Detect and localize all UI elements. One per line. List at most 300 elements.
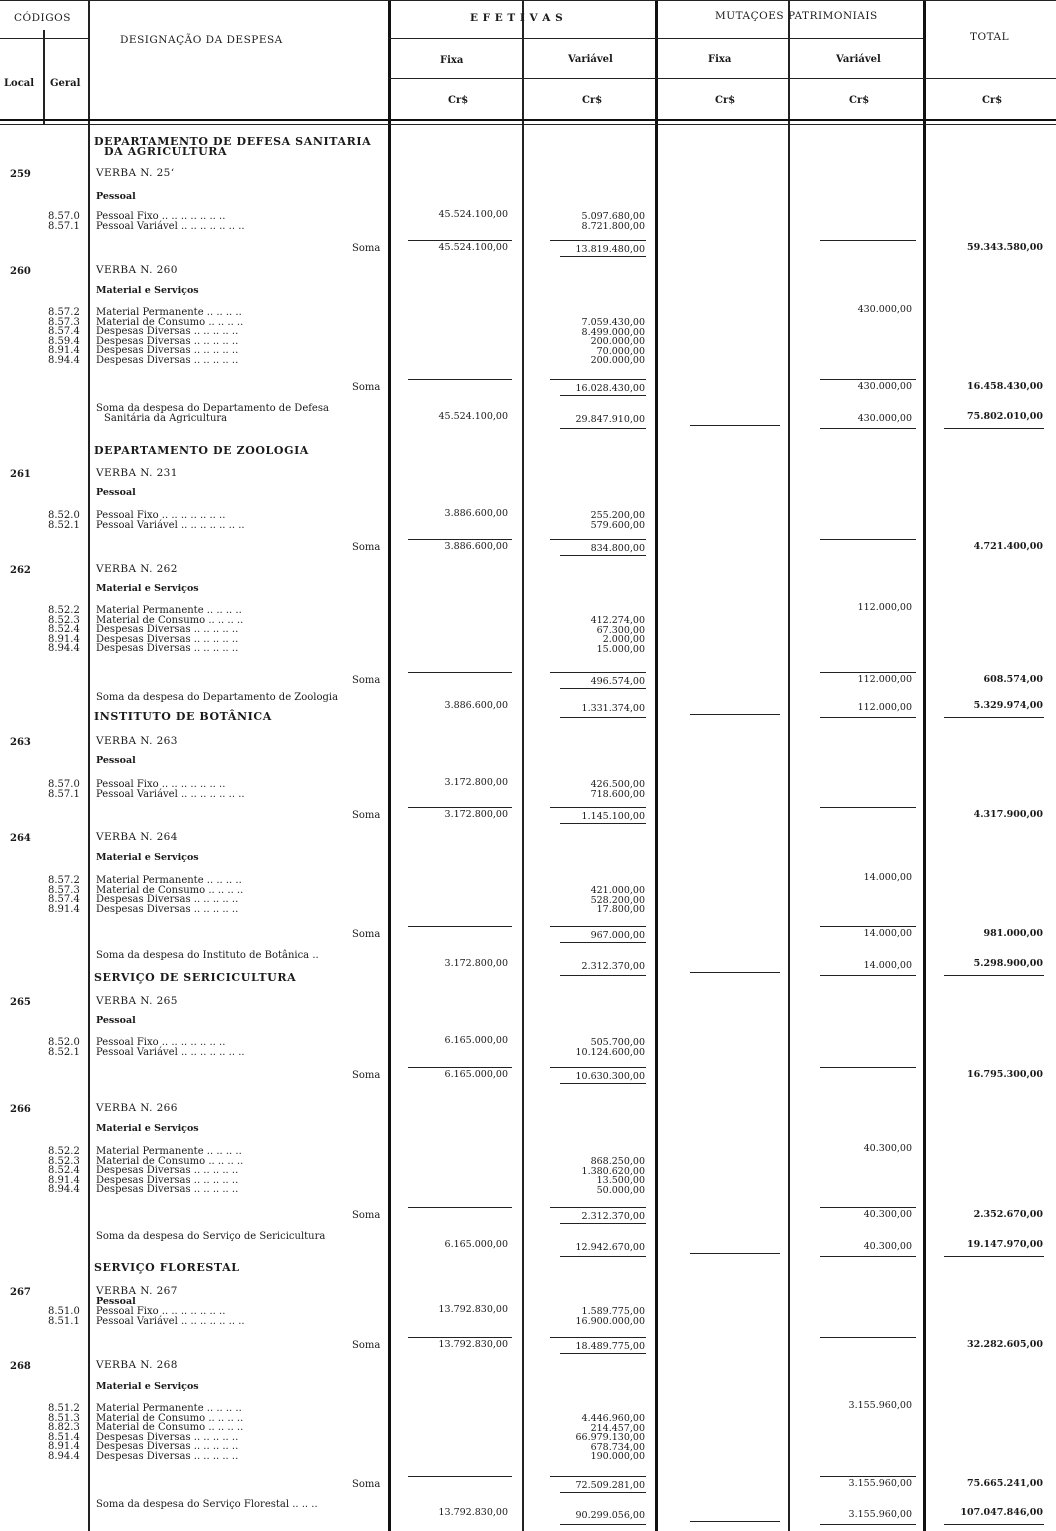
fixa-value: 3.172.800,00 bbox=[444, 777, 508, 788]
expense-item: Despesas Diversas .. .. .. .. .. bbox=[96, 1184, 239, 1196]
local-code: 262 bbox=[10, 565, 31, 576]
geral-code: 8.59.4 bbox=[48, 335, 80, 347]
department-total-variavel: 90.299.056,00 bbox=[575, 1510, 645, 1521]
variavel-value: 2.000,00 bbox=[602, 634, 645, 646]
variavel-value: 426.500,00 bbox=[590, 779, 645, 790]
expense-item: Material Permanente .. .. .. .. bbox=[96, 1146, 242, 1157]
currency-label: Cr$ bbox=[448, 95, 469, 106]
soma-rule bbox=[820, 926, 916, 927]
department-title: SERVIÇO DE SERICICULTURA bbox=[94, 971, 297, 984]
column-divider bbox=[923, 0, 926, 1531]
variavel-value: 50.000,00 bbox=[596, 1184, 645, 1196]
expense-item: Despesas Diversas .. .. .. .. .. bbox=[96, 1441, 239, 1453]
expense-item: Pessoal Variável .. .. .. .. .. .. .. bbox=[96, 220, 245, 232]
expense-item: Material de Consumo .. .. .. .. bbox=[96, 1412, 244, 1424]
variavel-value: 200.000,00 bbox=[590, 336, 645, 348]
column-divider bbox=[88, 0, 90, 1531]
soma-label: Soma bbox=[352, 1479, 381, 1490]
soma-rule bbox=[550, 926, 646, 927]
verba-label: VERBA N. 266 bbox=[96, 1102, 178, 1114]
department-total: 19.147.970,00 bbox=[966, 1239, 1043, 1250]
variavel-value: 412.274,00 bbox=[590, 615, 645, 626]
expense-item: Despesas Diversas .. .. .. .. .. bbox=[96, 643, 239, 655]
soma-rule bbox=[820, 539, 916, 540]
expense-item: Pessoal Fixo .. .. .. .. .. .. .. bbox=[96, 510, 226, 521]
soma-rule bbox=[550, 379, 646, 380]
expense-item: Pessoal Variável .. .. .. .. .. .. .. bbox=[96, 788, 245, 800]
soma-variavel: 72.509.281,00 bbox=[575, 1480, 645, 1491]
department-total-variavel: 2.312.370,00 bbox=[581, 961, 645, 972]
department-total-variavel: 29.847.910,00 bbox=[575, 414, 645, 425]
total-rule bbox=[690, 1521, 780, 1522]
soma-rule bbox=[408, 379, 512, 380]
total-rule bbox=[690, 714, 780, 715]
soma-rule bbox=[550, 240, 646, 241]
header-top-rule bbox=[0, 0, 1056, 1]
mut-variavel-value: 430.000,00 bbox=[857, 304, 912, 315]
soma-fixa: 45.524.100,00 bbox=[438, 242, 508, 253]
soma-rule bbox=[560, 1223, 646, 1224]
total-rule bbox=[560, 1256, 646, 1257]
soma-rule bbox=[560, 555, 646, 556]
geral-code: 8.52.4 bbox=[48, 1165, 80, 1177]
total-rule bbox=[690, 972, 780, 973]
currency-label: Cr$ bbox=[849, 95, 870, 106]
header-bottom-rule bbox=[0, 124, 1056, 125]
expense-item: Despesas Diversas .. .. .. .. .. bbox=[96, 335, 239, 347]
geral-code: 8.52.1 bbox=[48, 519, 80, 531]
soma-rule bbox=[408, 1067, 512, 1068]
soma-label: Soma bbox=[352, 542, 381, 553]
geral-code: 8.52.1 bbox=[48, 1046, 80, 1058]
department-total-fixa: 6.165.000,00 bbox=[444, 1239, 508, 1250]
soma-total: 75.665.241,00 bbox=[966, 1478, 1043, 1489]
total-rule bbox=[560, 975, 646, 976]
column-divider bbox=[655, 0, 658, 1531]
soma-rule bbox=[408, 807, 512, 808]
soma-fixa: 6.165.000,00 bbox=[444, 1069, 508, 1080]
soma-rule bbox=[560, 823, 646, 824]
soma-rule bbox=[820, 1067, 916, 1068]
soma-rule bbox=[408, 1476, 512, 1477]
verba-subtitle: Pessoal bbox=[96, 487, 136, 498]
local-code: 260 bbox=[10, 266, 31, 277]
verba-subtitle: Pessoal bbox=[96, 191, 136, 202]
local-code: 265 bbox=[10, 997, 31, 1008]
verba-subtitle: Material e Serviços bbox=[96, 285, 199, 296]
soma-rule bbox=[408, 539, 512, 540]
soma-rule bbox=[820, 1337, 916, 1338]
variavel-value: 16.900.000,00 bbox=[575, 1315, 645, 1327]
verba-label: VERBA N. 268 bbox=[96, 1359, 178, 1371]
geral-code: 8.51.0 bbox=[48, 1306, 80, 1317]
department-title: DA AGRICULTURA bbox=[104, 145, 228, 158]
geral-code: 8.51.2 bbox=[48, 1403, 80, 1414]
soma-rule bbox=[560, 395, 646, 396]
expense-item: Pessoal Fixo .. .. .. .. .. .. .. bbox=[96, 779, 226, 790]
local-code: 263 bbox=[10, 737, 31, 748]
geral-code: 8.52.3 bbox=[48, 1155, 80, 1167]
soma-variavel: 18.489.775,00 bbox=[575, 1341, 645, 1352]
soma-rule bbox=[560, 688, 646, 689]
expense-item: Despesas Diversas .. .. .. .. .. bbox=[96, 1165, 239, 1177]
soma-rule bbox=[560, 1353, 646, 1354]
geral-code: 8.57.2 bbox=[48, 307, 80, 318]
geral-code: 8.51.3 bbox=[48, 1412, 80, 1424]
total-rule bbox=[944, 975, 1044, 976]
expense-item: Material de Consumo .. .. .. .. bbox=[96, 316, 244, 328]
geral-code: 8.94.4 bbox=[48, 1184, 80, 1196]
variavel-value: 190.000,00 bbox=[590, 1451, 645, 1463]
department-total-mut: 430.000,00 bbox=[857, 413, 912, 424]
geral-code: 8.91.4 bbox=[48, 1174, 80, 1186]
variavel-value: 7.059.430,00 bbox=[581, 317, 645, 328]
department-total: 75.802.010,00 bbox=[966, 411, 1043, 422]
codigos-header: CÓDIGOS bbox=[14, 12, 71, 24]
soma-rule bbox=[550, 1337, 646, 1338]
local-code: 259 bbox=[10, 169, 31, 180]
verba-label: VERBA N. 25‘ bbox=[96, 167, 175, 179]
variavel-value: 67.300,00 bbox=[596, 624, 645, 636]
department-total-label: Soma da despesa do Departamento de Defesa bbox=[96, 403, 329, 414]
soma-total: 16.795.300,00 bbox=[966, 1069, 1043, 1080]
soma-fixa: 3.172.800,00 bbox=[444, 809, 508, 820]
mut-variavel-value: 3.155.960,00 bbox=[848, 1400, 912, 1411]
expense-item: Material Permanente .. .. .. .. bbox=[96, 307, 242, 318]
verba-subtitle: Pessoal bbox=[96, 1015, 136, 1026]
variavel-value: 70.000,00 bbox=[596, 345, 645, 357]
geral-code: 8.82.3 bbox=[48, 1422, 80, 1434]
soma-mut-variavel: 3.155.960,00 bbox=[848, 1478, 912, 1489]
local-code: 268 bbox=[10, 1361, 31, 1372]
variavel-value: 421.000,00 bbox=[590, 885, 645, 896]
total-rule bbox=[560, 717, 646, 718]
geral-code: 8.57.0 bbox=[48, 779, 80, 790]
soma-variavel: 967.000,00 bbox=[590, 930, 645, 941]
department-total: 5.329.974,00 bbox=[973, 700, 1043, 711]
soma-total: 608.574,00 bbox=[983, 674, 1043, 685]
soma-label: Soma bbox=[352, 382, 381, 393]
soma-fixa: 3.886.600,00 bbox=[444, 541, 508, 552]
geral-code: 8.52.3 bbox=[48, 614, 80, 626]
department-total-fixa: 45.524.100,00 bbox=[438, 411, 508, 422]
geral-code: 8.57.2 bbox=[48, 875, 80, 886]
soma-total: 4.317.900,00 bbox=[973, 809, 1043, 820]
soma-rule bbox=[820, 1476, 916, 1477]
soma-variavel: 1.145.100,00 bbox=[581, 811, 645, 822]
verba-label: VERBA N. 260 bbox=[96, 264, 178, 276]
geral-code: 8.51.1 bbox=[48, 1315, 80, 1327]
soma-total: 981.000,00 bbox=[983, 928, 1043, 939]
verba-subtitle: Material e Serviços bbox=[96, 852, 199, 863]
soma-label: Soma bbox=[352, 929, 381, 940]
soma-rule bbox=[550, 1207, 646, 1208]
department-total-label: Soma da despesa do Departamento de Zoologia bbox=[96, 692, 339, 703]
efetivas-header: E F E T I V A S bbox=[470, 12, 564, 24]
soma-rule bbox=[550, 1067, 646, 1068]
variavel-value: 678.734,00 bbox=[590, 1441, 645, 1453]
expense-item: Despesas Diversas .. .. .. .. .. bbox=[96, 1174, 239, 1186]
geral-code: 8.91.4 bbox=[48, 903, 80, 915]
expense-item: Despesas Diversas .. .. .. .. .. bbox=[96, 894, 239, 906]
geral-code: 8.57.0 bbox=[48, 211, 80, 222]
mut-variavel-value: 112.000,00 bbox=[857, 602, 912, 613]
verba-subtitle: Pessoal bbox=[96, 755, 136, 766]
expense-item: Despesas Diversas .. .. .. .. .. bbox=[96, 633, 239, 645]
geral-code: 8.91.4 bbox=[48, 633, 80, 645]
soma-rule bbox=[560, 942, 646, 943]
geral-code: 8.94.4 bbox=[48, 355, 80, 366]
soma-rule bbox=[408, 1337, 512, 1338]
local-code: 261 bbox=[10, 469, 31, 480]
total-rule bbox=[690, 425, 780, 426]
soma-label: Soma bbox=[352, 243, 381, 254]
total-rule bbox=[944, 717, 1044, 718]
geral-code: 8.57.3 bbox=[48, 884, 80, 896]
soma-rule bbox=[560, 1083, 646, 1084]
geral-code: 8.57.1 bbox=[48, 220, 80, 232]
mut-variavel-value: 40.300,00 bbox=[863, 1143, 912, 1154]
soma-label: Soma bbox=[352, 1070, 381, 1081]
department-total: 5.298.900,00 bbox=[973, 958, 1043, 969]
department-total-variavel: 12.942.670,00 bbox=[575, 1242, 645, 1253]
geral-code: 8.52.0 bbox=[48, 510, 80, 521]
mutacoes-header: MUTAÇOES PATRIMONIAIS bbox=[715, 10, 878, 22]
column-divider bbox=[788, 0, 790, 1531]
local-code: 264 bbox=[10, 833, 31, 844]
soma-mut-variavel: 14.000,00 bbox=[863, 928, 912, 939]
geral-code: 8.52.2 bbox=[48, 1146, 80, 1157]
variavel-value: 8.721.800,00 bbox=[581, 220, 645, 232]
currency-label: Cr$ bbox=[982, 95, 1003, 106]
variavel-value: 1.380.620,00 bbox=[581, 1165, 645, 1177]
soma-variavel: 2.312.370,00 bbox=[581, 1211, 645, 1222]
expense-item: Pessoal Fixo .. .. .. .. .. .. .. bbox=[96, 1306, 226, 1317]
expense-item: Material Permanente .. .. .. .. bbox=[96, 875, 242, 886]
header-rule bbox=[0, 38, 88, 39]
expense-item: Despesas Diversas .. .. .. .. .. bbox=[96, 345, 239, 357]
column-divider bbox=[43, 30, 45, 125]
variavel-value: 5.097.680,00 bbox=[581, 211, 645, 222]
soma-rule bbox=[820, 672, 916, 673]
fixa-value: 6.165.000,00 bbox=[444, 1035, 508, 1046]
expense-item: Pessoal Variável .. .. .. .. .. .. .. bbox=[96, 1046, 245, 1058]
soma-variavel: 834.800,00 bbox=[590, 543, 645, 554]
department-total-mut: 14.000,00 bbox=[863, 960, 912, 971]
variavel-value: 528.200,00 bbox=[590, 894, 645, 906]
department-total: 107.047.846,00 bbox=[960, 1507, 1043, 1518]
soma-label: Soma bbox=[352, 810, 381, 821]
verba-label: VERBA N. 267 bbox=[96, 1285, 178, 1297]
variavel-value: 868.250,00 bbox=[590, 1156, 645, 1167]
soma-rule bbox=[560, 256, 646, 257]
geral-code: 8.91.4 bbox=[48, 345, 80, 357]
department-total-variavel: 1.331.374,00 bbox=[581, 703, 645, 714]
soma-rule bbox=[550, 539, 646, 540]
variavel-value: 255.200,00 bbox=[590, 510, 645, 521]
total-rule bbox=[820, 717, 916, 718]
department-total-label: Soma da despesa do Serviço de Sericicultura bbox=[96, 1231, 326, 1242]
soma-variavel: 10.630.300,00 bbox=[575, 1071, 645, 1082]
soma-rule bbox=[820, 807, 916, 808]
soma-total: 16.458.430,00 bbox=[966, 381, 1043, 392]
variavel-value: 579.600,00 bbox=[590, 519, 645, 531]
soma-rule bbox=[550, 672, 646, 673]
expense-item: Despesas Diversas .. .. .. .. .. bbox=[96, 326, 239, 338]
header-bottom-rule bbox=[0, 119, 1056, 121]
geral-code: 8.52.2 bbox=[48, 605, 80, 616]
department-total-mut: 112.000,00 bbox=[857, 702, 912, 713]
soma-variavel: 16.028.430,00 bbox=[575, 383, 645, 394]
soma-total: 59.343.580,00 bbox=[966, 242, 1043, 253]
currency-label: Cr$ bbox=[582, 95, 603, 106]
soma-rule bbox=[408, 1207, 512, 1208]
expense-item: Material de Consumo .. .. .. .. bbox=[96, 1155, 244, 1167]
department-title: DEPARTAMENTO DE ZOOLOGIA bbox=[94, 444, 309, 457]
verba-label: VERBA N. 262 bbox=[96, 563, 178, 575]
variavel-value: 66.979.130,00 bbox=[575, 1432, 645, 1444]
header-rule bbox=[388, 38, 923, 39]
geral-code: 8.51.4 bbox=[48, 1431, 80, 1443]
total-header: TOTAL bbox=[970, 31, 1010, 43]
soma-rule bbox=[408, 926, 512, 927]
column-divider bbox=[388, 0, 391, 1531]
verba-subtitle: Material e Serviços bbox=[96, 583, 199, 594]
local-code: 266 bbox=[10, 1104, 31, 1115]
soma-rule bbox=[820, 240, 916, 241]
soma-rule bbox=[550, 807, 646, 808]
soma-fixa: 13.792.830,00 bbox=[438, 1339, 508, 1350]
fixa-value: 45.524.100,00 bbox=[438, 209, 508, 220]
expense-item: Pessoal Fixo .. .. .. .. .. .. .. bbox=[96, 211, 226, 222]
variavel-value: 8.499.000,00 bbox=[581, 326, 645, 338]
local-header: Local bbox=[4, 78, 35, 89]
expense-item: Pessoal Variável .. .. .. .. .. .. .. bbox=[96, 519, 245, 531]
verba-label: VERBA N. 264 bbox=[96, 831, 178, 843]
soma-rule bbox=[820, 379, 916, 380]
soma-mut-variavel: 430.000,00 bbox=[857, 381, 912, 392]
expense-item: Material Permanente .. .. .. .. bbox=[96, 605, 242, 616]
geral-code: 8.94.4 bbox=[48, 1451, 80, 1462]
variavel-value: 718.600,00 bbox=[590, 788, 645, 800]
verba-label: VERBA N. 265 bbox=[96, 995, 178, 1007]
department-total-fixa: 3.172.800,00 bbox=[444, 958, 508, 969]
geral-code: 8.57.3 bbox=[48, 316, 80, 328]
department-total-fixa: 13.792.830,00 bbox=[438, 1507, 508, 1518]
department-total-fixa: 3.886.600,00 bbox=[444, 700, 508, 711]
verba-subtitle: Pessoal bbox=[96, 1296, 136, 1307]
soma-rule bbox=[408, 672, 512, 673]
expense-item: Material de Consumo .. .. .. .. bbox=[96, 614, 244, 626]
soma-mut-variavel: 40.300,00 bbox=[863, 1209, 912, 1220]
total-rule bbox=[944, 1524, 1044, 1525]
expense-item: Despesas Diversas .. .. .. .. .. bbox=[96, 355, 239, 366]
geral-code: 8.57.4 bbox=[48, 326, 80, 338]
expense-item: Pessoal Variável .. .. .. .. .. .. .. bbox=[96, 1315, 245, 1327]
department-total-label: Soma da despesa do Instituto de Botânica .. bbox=[96, 950, 319, 961]
geral-code: 8.52.4 bbox=[48, 624, 80, 636]
soma-label: Soma bbox=[352, 1210, 381, 1221]
department-title: INSTITUTO DE BOTÂNICA bbox=[94, 710, 272, 723]
variavel-value: 10.124.600,00 bbox=[575, 1046, 645, 1058]
soma-mut-variavel: 112.000,00 bbox=[857, 674, 912, 685]
expense-item: Despesas Diversas .. .. .. .. .. bbox=[96, 1431, 239, 1443]
total-rule bbox=[690, 1253, 780, 1254]
total-rule bbox=[560, 1524, 646, 1525]
soma-rule bbox=[550, 1476, 646, 1477]
variavel-value: 15.000,00 bbox=[596, 643, 645, 655]
expense-item: Material de Consumo .. .. .. .. bbox=[96, 1422, 244, 1434]
fixa-value: 3.886.600,00 bbox=[444, 508, 508, 519]
variavel-value: 1.589.775,00 bbox=[581, 1306, 645, 1317]
variavel-header: Variável bbox=[568, 54, 613, 65]
expense-item: Despesas Diversas .. .. .. .. .. bbox=[96, 1451, 239, 1462]
department-total-mut: 3.155.960,00 bbox=[848, 1509, 912, 1520]
expense-item: Material Permanente .. .. .. .. bbox=[96, 1403, 242, 1414]
total-rule bbox=[820, 1256, 916, 1257]
total-rule bbox=[560, 428, 646, 429]
total-rule bbox=[944, 1256, 1044, 1257]
expense-item: Pessoal Fixo .. .. .. .. .. .. .. bbox=[96, 1037, 226, 1048]
total-rule bbox=[944, 428, 1044, 429]
column-divider bbox=[522, 0, 524, 1531]
geral-code: 8.57.4 bbox=[48, 894, 80, 906]
verba-label: VERBA N. 231 bbox=[96, 467, 178, 479]
variavel-value: 13.500,00 bbox=[596, 1175, 645, 1187]
fixa-value: 13.792.830,00 bbox=[438, 1304, 508, 1315]
variavel-value: 505.700,00 bbox=[590, 1037, 645, 1048]
soma-variavel: 13.819.480,00 bbox=[575, 244, 645, 255]
expense-item: Material de Consumo .. .. .. .. bbox=[96, 884, 244, 896]
department-title: DEPARTAMENTO DE DEFESA SANITARIA bbox=[94, 135, 372, 148]
geral-code: 8.94.4 bbox=[48, 643, 80, 655]
soma-variavel: 496.574,00 bbox=[590, 676, 645, 687]
header-rule bbox=[388, 78, 1056, 79]
soma-label: Soma bbox=[352, 675, 381, 686]
verba-subtitle: Material e Serviços bbox=[96, 1123, 199, 1134]
soma-label: Soma bbox=[352, 1340, 381, 1351]
variavel-value: 214.457,00 bbox=[590, 1422, 645, 1434]
mut-fixa-header: Fixa bbox=[708, 54, 732, 65]
verba-subtitle: Material e Serviços bbox=[96, 1381, 199, 1392]
variavel-value: 17.800,00 bbox=[596, 904, 645, 916]
soma-total: 2.352.670,00 bbox=[973, 1209, 1043, 1220]
designacao-header: DESIGNAÇÃO DA DESPESA bbox=[120, 34, 283, 46]
soma-rule bbox=[820, 1207, 916, 1208]
currency-label: Cr$ bbox=[715, 95, 736, 106]
expense-item: Despesas Diversas .. .. .. .. .. bbox=[96, 903, 239, 915]
variavel-value: 200.000,00 bbox=[590, 355, 645, 367]
department-total-label: Sanitária da Agricultura bbox=[104, 413, 228, 424]
total-rule bbox=[820, 975, 916, 976]
fixa-header: Fixa bbox=[440, 55, 464, 66]
total-rule bbox=[820, 428, 916, 429]
total-rule bbox=[820, 1524, 916, 1525]
mut-variavel-header: Variável bbox=[836, 54, 881, 65]
geral-code: 8.57.1 bbox=[48, 788, 80, 800]
soma-rule bbox=[560, 1492, 646, 1493]
soma-total: 32.282.605,00 bbox=[966, 1339, 1043, 1350]
soma-rule bbox=[408, 240, 512, 241]
geral-header: Geral bbox=[50, 78, 81, 89]
geral-code: 8.91.4 bbox=[48, 1441, 80, 1453]
geral-code: 8.52.0 bbox=[48, 1037, 80, 1048]
department-title: SERVIÇO FLORESTAL bbox=[94, 1261, 240, 1274]
soma-total: 4.721.400,00 bbox=[973, 541, 1043, 552]
expense-item: Despesas Diversas .. .. .. .. .. bbox=[96, 624, 239, 636]
department-total-mut: 40.300,00 bbox=[863, 1241, 912, 1252]
local-code: 267 bbox=[10, 1287, 31, 1298]
